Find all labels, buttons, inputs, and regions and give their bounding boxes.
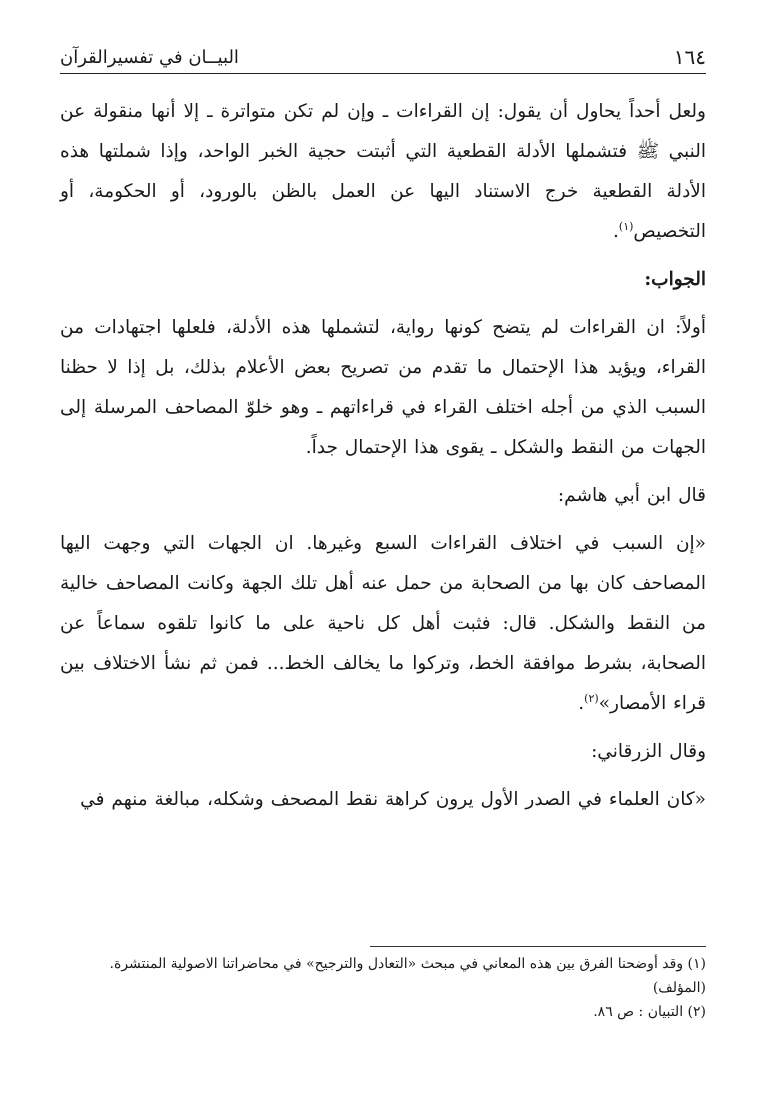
answer-heading: الجواب: — [644, 269, 706, 290]
quote-intro-zurqani: وقال الزرقاني: — [591, 741, 706, 762]
header-rule — [60, 73, 706, 74]
footnote-rule — [370, 946, 706, 947]
footnotes — [60, 952, 706, 1024]
footnote-marker-2: (٢) — [584, 691, 599, 705]
footnote-1: (١) وقد أوضحنا الفرق بين هذه المعاني في مبحث «التعادل والترجيح» في محاضراتنا الاصولية المنتشرة. (المؤلف) — [109, 956, 706, 996]
page-header — [60, 42, 706, 72]
quote-intro-ibn-abi-hashim: قال ابن أبي هاشم: — [557, 485, 706, 506]
book-page — [60, 0, 706, 1108]
running-title: البيــان في تفسيرالقرآن — [60, 46, 239, 68]
page-number: ١٦٤ — [673, 45, 706, 69]
paragraph-objection: ولعل أحداً يحاول أن يقول: إن القراءات ـ وإن لم تكن متواترة ـ إلا أنها منقولة عن النبي ﷺ فتشملها الأدلة القطعية التي أثبتت حجية الخبر الواحد، وإذا شملتها هذه الأدلة القطعية خرج الاستناد اليها عن العمل بالظن بالورود، أو الحكومة، أو التخصيص$^{(١)}$. — [60, 101, 706, 242]
quote-ibn-abi-hashim: «إن السبب في اختلاف القراءات السبع وغيرها. ان الجهات التي وجهت اليها المصاحف كان بها من الصحابة من حمل عنه أهل تلك الجهة وكانت المصاحف خالية من النقط والشكل. قال: فثبت أهل كل ناحية على ما كانوا تلقوه سماعاً عن الصحابة، بشرط موافقة الخط، وتركوا ما يخالف الخط... فمن ثم نشأ الاختلاف بين قراء الأمصار»$^{(٢)}$. — [60, 533, 706, 714]
footnote-marker-1: (١) — [618, 219, 634, 233]
paragraph-first-reply: أولاً: ان القراءات لم يتضح كونها رواية، لتشملها هذه الأدلة، فلعلها اجتهادات من القراء، ويؤيد هذا الإحتمال ما تقدم من تصريح بعض الأعلام بذلك، بل إذا لا حظنا السبب الذي من أجله اختلف القراء في قراءاتهم ـ وهو خلوّ المصاحف المرسلة إلى الجهات من النقط والشكل ـ يقوى هذا الإحتمال جداً. — [60, 317, 706, 458]
body-text — [60, 92, 706, 820]
footnote-2: (٢) التبيان : ص ٨٦. — [593, 1004, 706, 1020]
quote-zurqani: «كان العلماء في الصدر الأول يرون كراهة نقط المصحف وشكله، مبالغة منهم في — [80, 789, 706, 810]
